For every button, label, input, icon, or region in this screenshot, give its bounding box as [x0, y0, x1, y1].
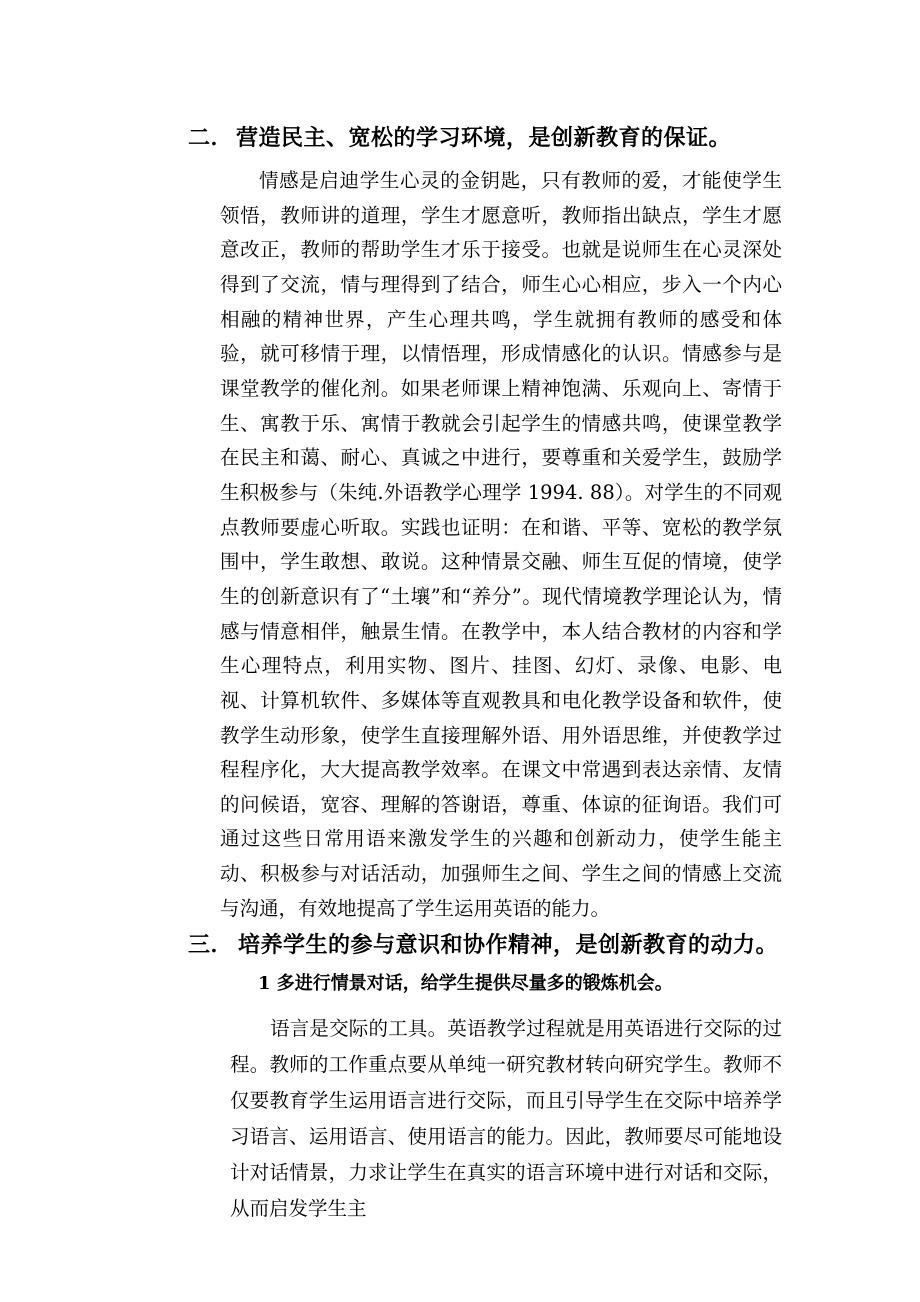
section-3-paragraph: 语言是交际的工具。英语教学过程就是用英语进行交际的过程。教师的工作重点要从单纯一研究教材转向研究学生。教师不仅要教育学生运用语言进行交际，而且引导学生在交际中培养学习语言、运用语言、使用语言的能力。因此，教师要尽可能地设计对话情景，力求让学生在真实的语言环境中进行对话和交际，从而启发学生主: [230, 1017, 782, 1220]
section-3-number: 三．: [188, 932, 234, 958]
section-2-heading: [188, 121, 731, 152]
section-3-heading: [188, 928, 778, 959]
section-2-title: 营造民主、宽松的学习环境，是创新教育的保证。: [236, 125, 732, 151]
section-2-paragraph: 情感是启迪学生心灵的金钥匙，只有教师的爱，才能使学生领悟，教师讲的道理，学生才愿意听，教师指出缺点，学生才愿意改正，教师的帮助学生才乐于接受。也就是说师生在心灵深处得到了交流，情与理得到了结合，师生心心相应，步入一个内心相融的精神世界，产生心理共鸣，学生就拥有教师的感受和体验，就可移情于理，以情悟理，形成情感化的认识。情感参与是课堂教学的催化剂。如果老师课上精神饱满、乐观向上、寄情于生、寓教于乐、寓情于教就会引起学生的情感共鸣，使课堂教学在民主和蔼、耐心、真诚之中进行，要尊重和关爱学生，鼓励学生积极参与（朱纯.外语教学心理学 1994. 88）。对学生的不同观点教师要虚心听取。实践也证明：在和谐、平等、宽松的教学氛围中，学生敢想、敢说。这种情景交融、师生互促的情境，使学生的创新意识有了“土壤”和“养分”。现代情境教学理论认为，情感与情意相伴，触景生情。在教学中，本人结合教材的内容和学生心理特点，利用实物、图片、挂图、幻灯、录像、电影、电视、计算机软件、多媒体等直观教具和电化教学设备和软件，使教学生动形象，使学生直接理解外语、用外语思维，并使教学过程程序化，大大提高教学效率。在课文中常遇到表达亲情、友情的问候语，宽容、理解的答谢语，尊重、体谅的征询语。我们可通过这些日常用语来激发学生的兴趣和创新动力，使学生能主动、积极参与对话活动，加强师生之间、学生之间的情感上交流与沟通，有效地提高了学生运用英语的能力。: [220, 169, 782, 920]
section-2-number: 二．: [188, 125, 234, 151]
section-3-subheading: 1 多进行情景对话，给学生提供尽量多的锻炼机会。: [258, 973, 673, 994]
section-3-title: 培养学生的参与意识和协作精神，是创新教育的动力。: [238, 932, 779, 958]
